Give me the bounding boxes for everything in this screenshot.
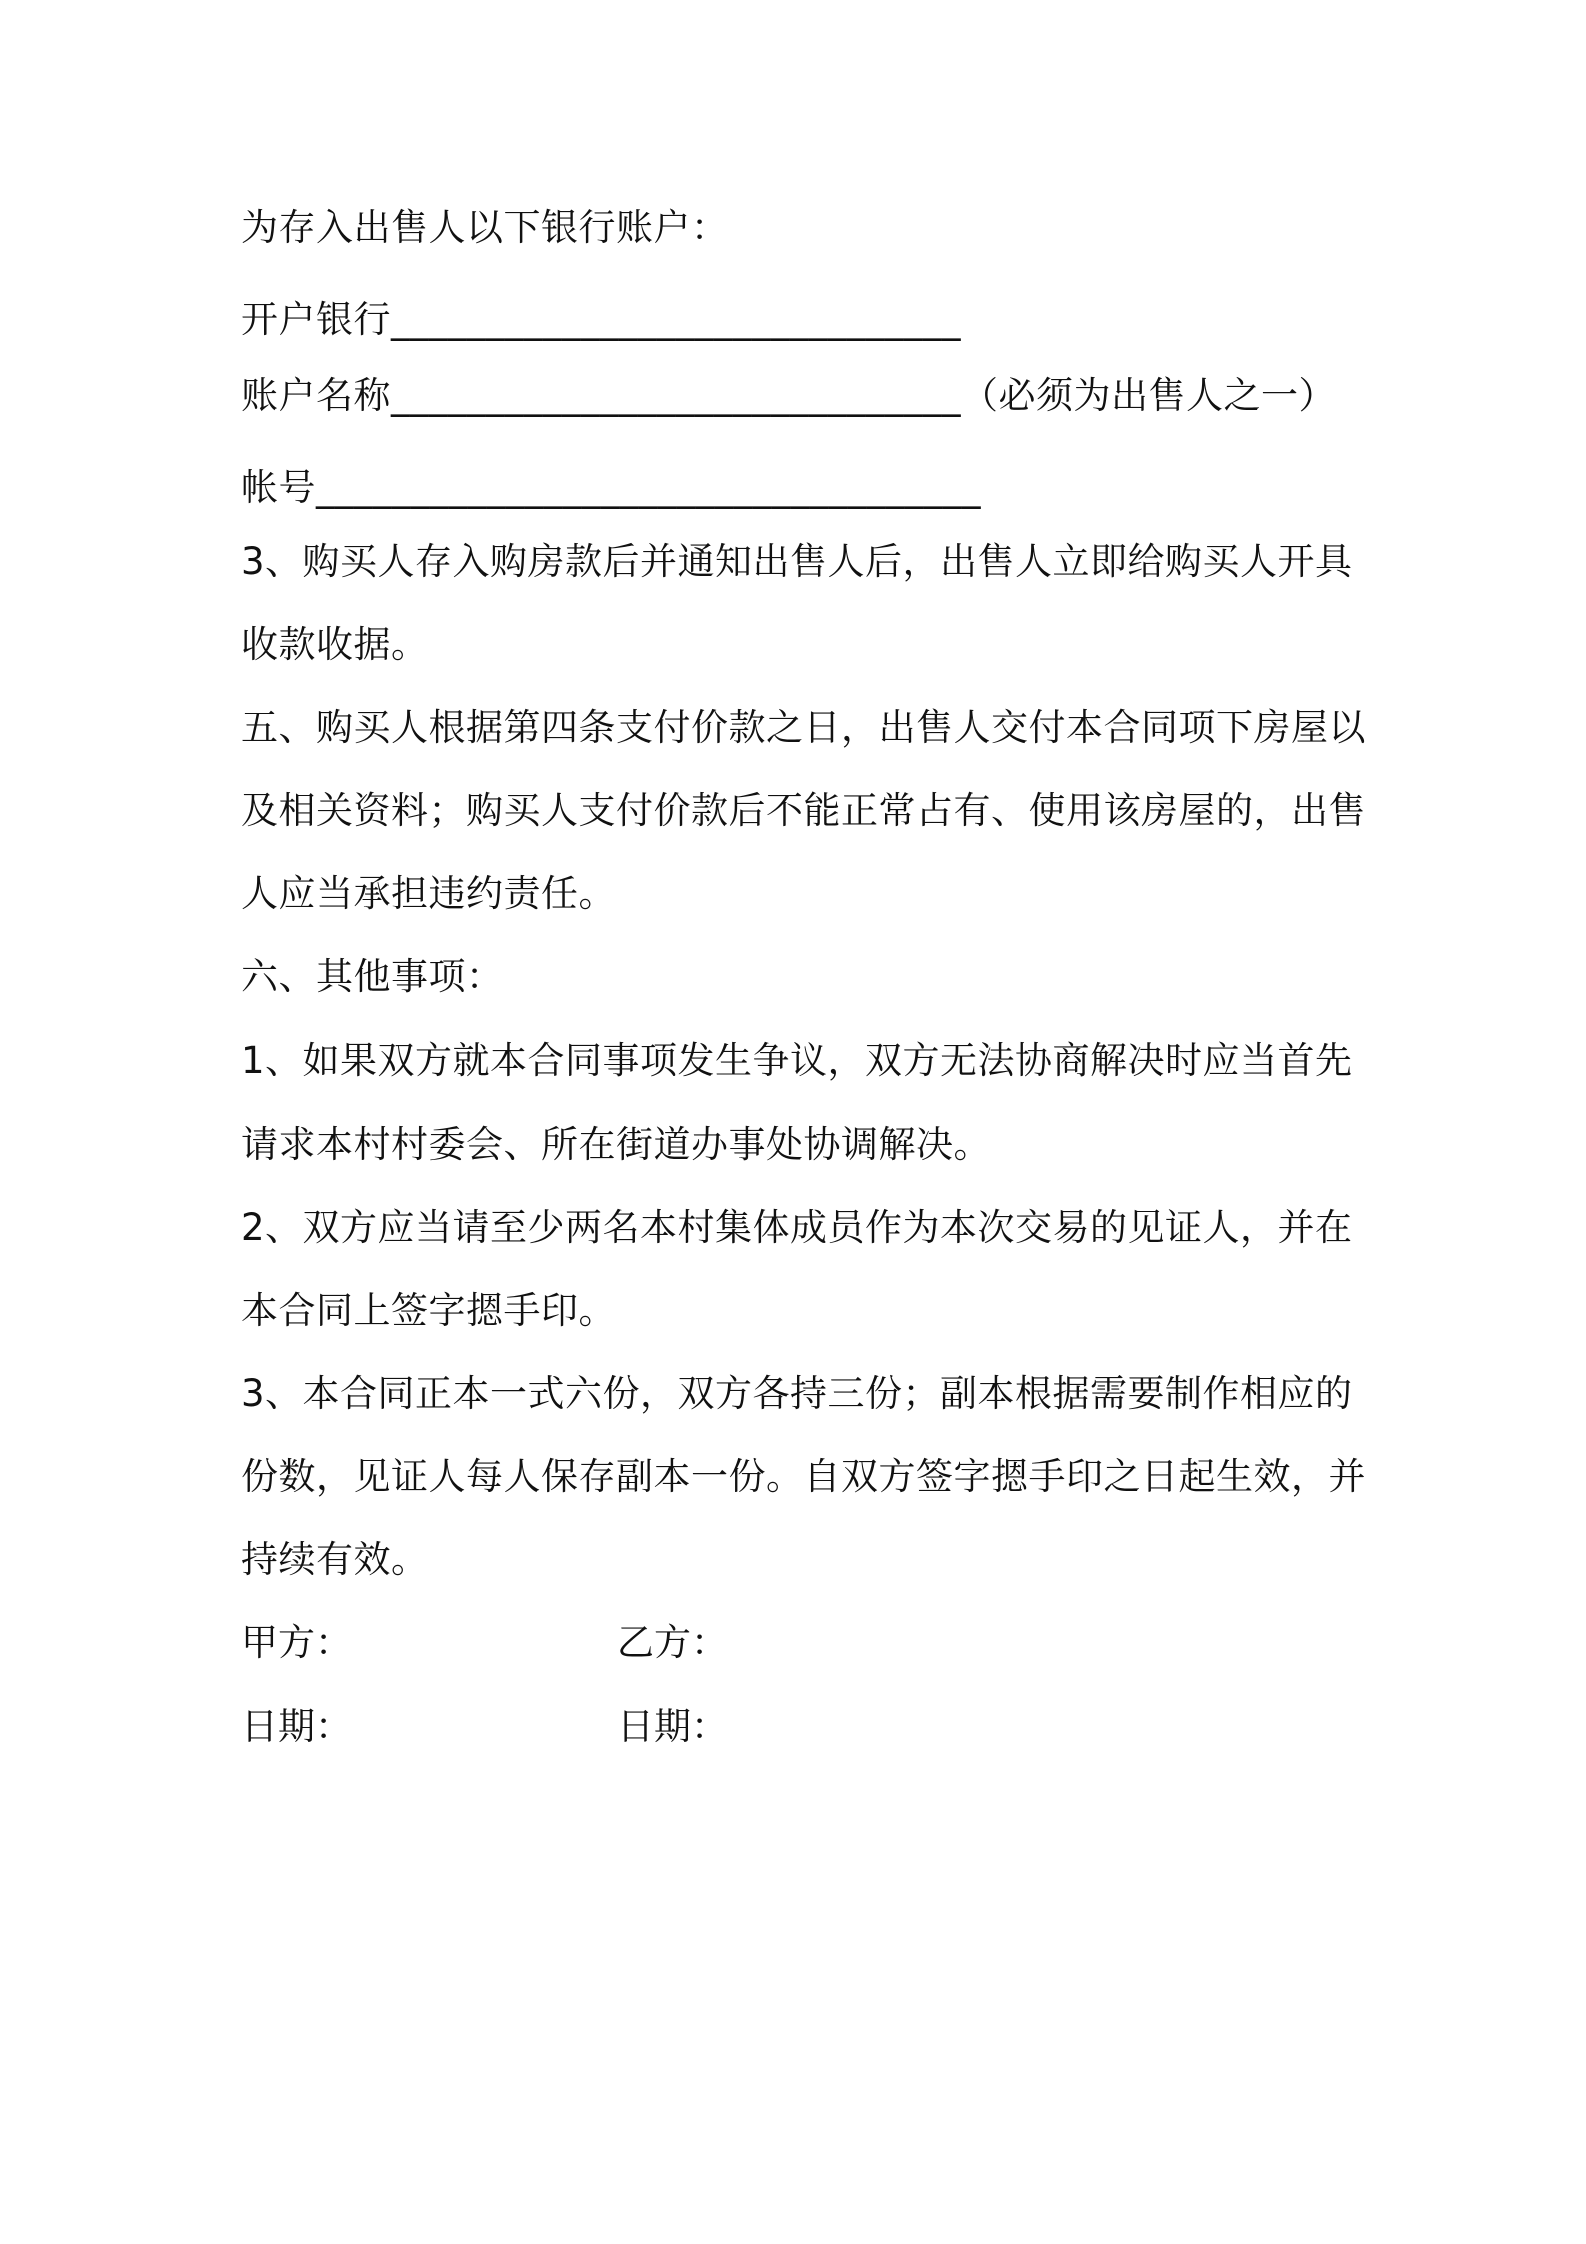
- section-5-line-2: 及相关资料；购买人支付价款后不能正常占有、使用该房屋的，出售: [241, 789, 1366, 832]
- party-b-label: 乙方：: [617, 1621, 728, 1664]
- item-1-line-2: 请求本村村委会、所在街道办事处协调解决。: [241, 1123, 991, 1166]
- section-6-heading: 六、其他事项：: [241, 955, 504, 998]
- account-name-field: 账户名称______________________________（必须为出售人之一）: [241, 374, 1336, 417]
- item-2-line-2: 本合同上签字摁手印。: [241, 1289, 616, 1332]
- item-3-line-1: 3、本合同正本一式六份，双方各持三份；副本根据需要制作相应的: [241, 1372, 1353, 1415]
- intro-text: 为存入出售人以下银行账户：: [241, 206, 729, 249]
- item-2-line-1: 2、双方应当请至少两名本村集体成员作为本次交易的见证人，并在: [241, 1206, 1353, 1249]
- item-3-line-3: 持续有效。: [241, 1538, 429, 1581]
- account-number-field: 帐号___________________________________: [241, 466, 981, 509]
- date-b-label: 日期：: [617, 1705, 728, 1748]
- date-a-label: 日期：: [241, 1705, 352, 1748]
- section-5-line-3: 人应当承担违约责任。: [241, 872, 616, 915]
- clause-3-line-1: 3、购买人存入购房款后并通知出售人后，出售人立即给购买人开具: [241, 540, 1353, 583]
- bank-name-field: 开户银行______________________________: [241, 298, 961, 341]
- item-3-line-2: 份数，见证人每人保存副本一份。自双方签字摁手印之日起生效，并: [241, 1455, 1366, 1498]
- party-a-label: 甲方：: [241, 1621, 352, 1664]
- clause-3-line-2: 收款收据。: [241, 623, 429, 666]
- item-1-line-1: 1、如果双方就本合同事项发生争议，双方无法协商解决时应当首先: [241, 1039, 1353, 1082]
- section-5-line-1: 五、购买人根据第四条支付价款之日，出售人交付本合同项下房屋以: [241, 706, 1366, 749]
